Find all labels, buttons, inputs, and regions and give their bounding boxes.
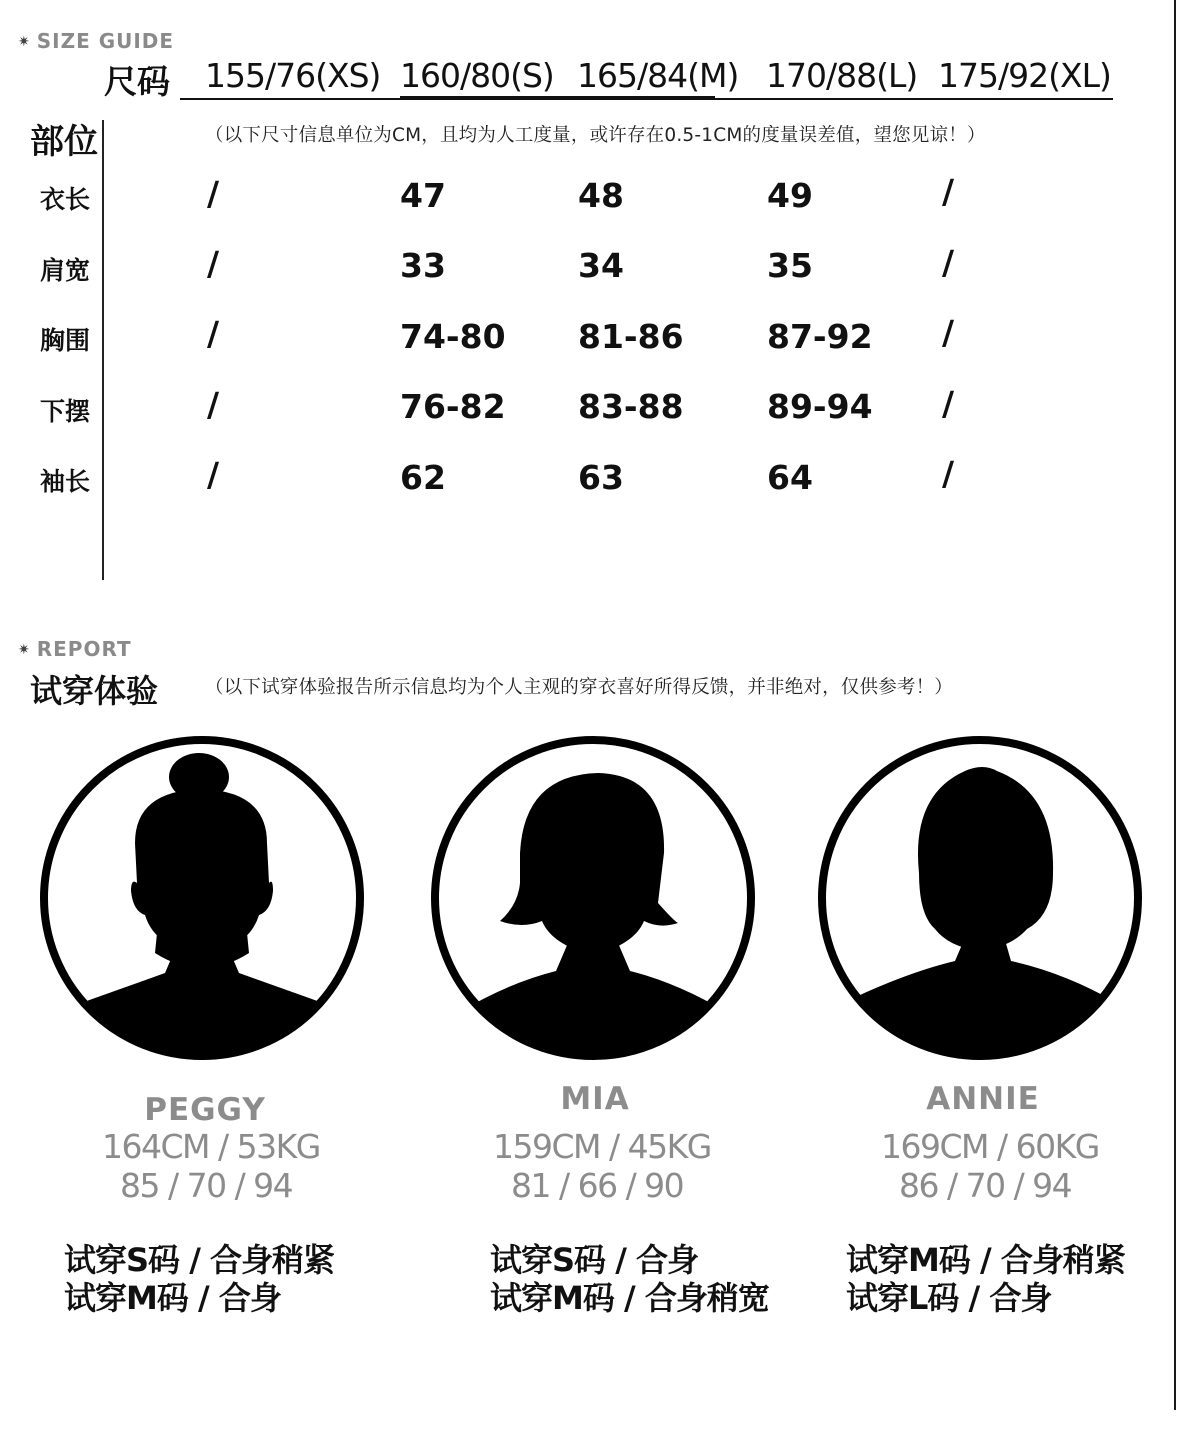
model-measurements: 81 / 66 / 90	[511, 1166, 684, 1205]
table-cell: 76-82	[400, 387, 506, 426]
right-border-rule	[1174, 0, 1176, 1410]
report-section-label: ✷ REPORT	[18, 637, 132, 661]
table-cell: 62	[400, 458, 446, 497]
table-cell: 81-86	[578, 317, 684, 356]
row-label-chest: 胸围	[40, 326, 91, 355]
table-cell: /	[942, 313, 955, 352]
table-cell: 64	[767, 458, 813, 497]
table-cell: 33	[400, 246, 446, 285]
table-cell: 74-80	[400, 317, 506, 356]
model-measurements: 85 / 70 / 94	[120, 1166, 293, 1205]
model-fit-2: 试穿L码 / 合身	[846, 1279, 1052, 1317]
table-cell: /	[942, 454, 955, 493]
table-cell: 89-94	[767, 387, 873, 426]
size-header-xl: 175/92(XL)	[938, 56, 1111, 95]
size-header-m: 165/84(M)	[577, 56, 739, 95]
row-label-shoulder: 肩宽	[40, 256, 91, 285]
table-cell: /	[207, 174, 220, 213]
size-column-label: 尺码	[104, 62, 170, 101]
table-cell: 35	[767, 246, 813, 285]
size-guide-section-label: ✷ SIZE GUIDE	[18, 29, 175, 53]
row-label-length: 衣长	[40, 185, 91, 214]
table-cell: 48	[578, 176, 624, 215]
table-cell: 83-88	[578, 387, 684, 426]
table-cell: 87-92	[767, 317, 873, 356]
part-column-rule	[102, 120, 104, 580]
woman-short-hair-silhouette-icon	[815, 733, 1145, 1063]
row-label-hem: 下摆	[40, 397, 91, 426]
size-header-s: 160/80(S)	[400, 56, 554, 95]
woman-bob-silhouette-icon	[428, 733, 758, 1063]
model-height-weight: 164CM / 53KG	[102, 1127, 320, 1166]
model-fit-2: 试穿M码 / 合身稍宽	[490, 1279, 769, 1317]
row-label-sleeve: 袖长	[40, 467, 91, 496]
table-cell: /	[942, 243, 955, 282]
model-fit-1: 试穿S码 / 合身	[490, 1241, 699, 1279]
model-fit-2: 试穿M码 / 合身	[64, 1279, 281, 1317]
asterisk-icon: ✷	[18, 34, 31, 50]
part-column-label: 部位	[30, 122, 98, 162]
size-note: （以下尺寸信息单位为CM，且均为人工度量，或许存在0.5-1CM的度量误差值，望您见谅！）	[205, 125, 986, 146]
header-underline-bold	[400, 96, 715, 99]
model-name: PEGGY	[144, 1092, 266, 1128]
model-measurements: 86 / 70 / 94	[899, 1166, 1072, 1205]
model-fit-1: 试穿M码 / 合身稍紧	[846, 1241, 1125, 1279]
table-cell: 63	[578, 458, 624, 497]
woman-bun-silhouette-icon	[37, 733, 367, 1063]
size-header-l: 170/88(L)	[766, 56, 918, 95]
table-cell: 34	[578, 246, 624, 285]
model-height-weight: 159CM / 45KG	[493, 1127, 711, 1166]
asterisk-icon: ✷	[18, 642, 31, 658]
model-fit-1: 试穿S码 / 合身稍紧	[64, 1241, 335, 1279]
table-cell: 49	[767, 176, 813, 215]
model-name: ANNIE	[926, 1081, 1040, 1117]
report-title: 试穿体验	[30, 672, 159, 710]
table-cell: /	[207, 244, 220, 283]
model-name: MIA	[560, 1081, 630, 1117]
table-cell: /	[207, 455, 220, 494]
report-note: （以下试穿体验报告所示信息均为个人主观的穿衣喜好所得反馈，并非绝对，仅供参考！）	[205, 677, 954, 698]
model-height-weight: 169CM / 60KG	[881, 1127, 1099, 1166]
table-cell: /	[207, 385, 220, 424]
table-cell: /	[942, 172, 955, 211]
size-header-xs: 155/76(XS)	[205, 56, 381, 95]
table-cell: /	[942, 384, 955, 423]
table-cell: 47	[400, 176, 446, 215]
table-cell: /	[207, 314, 220, 353]
